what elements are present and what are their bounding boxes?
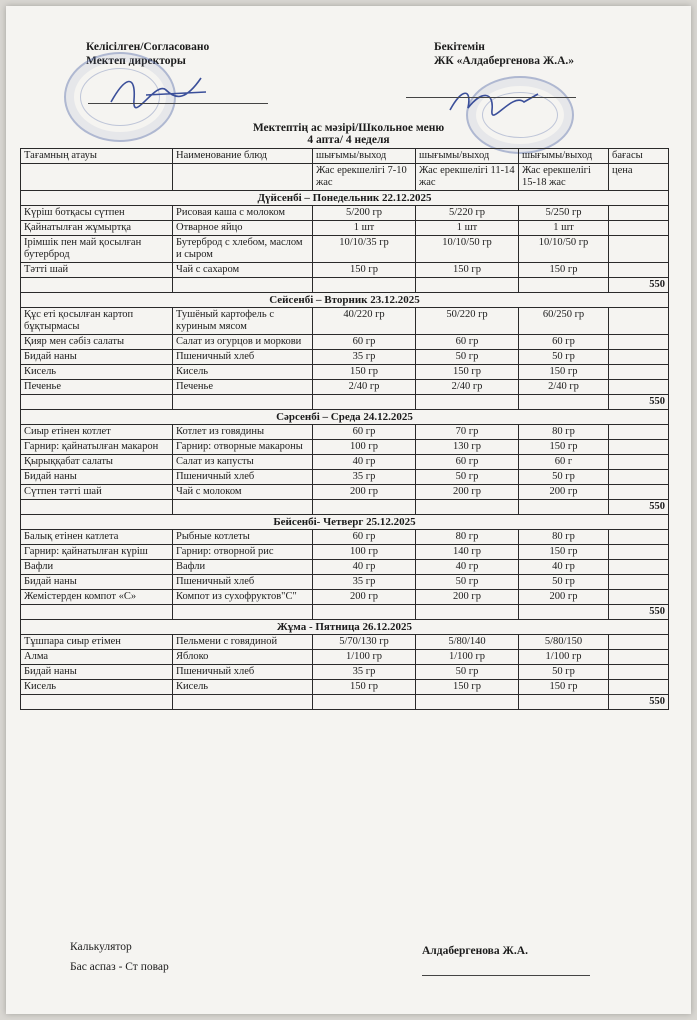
- price-cell: [609, 308, 669, 335]
- day-title: Бейсенбі- Четверг 25.12.2025: [21, 515, 669, 530]
- portion-11-14: 50 гр: [416, 575, 519, 590]
- price-cell: [609, 590, 669, 605]
- day-total-price: 550: [609, 605, 669, 620]
- table-row: [21, 350, 669, 365]
- menu-title: [6, 122, 691, 146]
- portion-15-18: 50 гр: [519, 665, 609, 680]
- dish-name-kz: Кисель: [21, 365, 173, 380]
- portion-15-18: 200 гр: [519, 590, 609, 605]
- total-empty-cell: [519, 605, 609, 620]
- table-row: [21, 335, 669, 350]
- total-empty-cell: [173, 605, 313, 620]
- dish-name-ru: Бутерброд с хлебом, маслом и сыром: [173, 236, 313, 263]
- subheader-empty-kz: [21, 164, 173, 191]
- dish-name-kz: Күріш ботқасы сүтпен: [21, 206, 173, 221]
- portion-15-18: 2/40 гр: [519, 380, 609, 395]
- col-header-price: бағасы: [609, 149, 669, 164]
- total-empty-cell: [416, 500, 519, 515]
- price-cell: [609, 560, 669, 575]
- footer-signature-line: [422, 974, 590, 976]
- dish-name-kz: Балық етінен катлета: [21, 530, 173, 545]
- total-empty-cell: [173, 500, 313, 515]
- day-header-row: [21, 410, 669, 425]
- total-empty-cell: [173, 695, 313, 710]
- day-total-price: 550: [609, 500, 669, 515]
- price-cell: [609, 530, 669, 545]
- dish-name-kz: Вафли: [21, 560, 173, 575]
- table-row: [21, 590, 669, 605]
- total-empty-cell: [313, 395, 416, 410]
- col-header-kz: Тағамның атауы: [21, 149, 173, 164]
- price-cell: [609, 425, 669, 440]
- dish-name-ru: Салат из огурцов и моркови: [173, 335, 313, 350]
- menu-title-line2: 4 апта/ 4 неделя: [307, 134, 390, 146]
- portion-11-14: 200 гр: [416, 485, 519, 500]
- portion-15-18: 50 гр: [519, 470, 609, 485]
- day-total-row: [21, 395, 669, 410]
- portion-15-18: 1 шт: [519, 221, 609, 236]
- dish-name-ru: Гарнир: отворной рис: [173, 545, 313, 560]
- dish-name-ru: Компот из сухофруктов"С": [173, 590, 313, 605]
- day-total-price: 550: [609, 395, 669, 410]
- signer-name: Алдабергенова Ж.А.: [422, 945, 528, 957]
- total-empty-cell: [173, 395, 313, 410]
- table-row: [21, 635, 669, 650]
- portion-7-10: 40 гр: [313, 560, 416, 575]
- portion-11-14: 1 шт: [416, 221, 519, 236]
- total-empty-cell: [416, 695, 519, 710]
- table-row: [21, 221, 669, 236]
- price-cell: [609, 350, 669, 365]
- dish-name-kz: Бидай наны: [21, 470, 173, 485]
- approver-signature-icon: [442, 80, 542, 120]
- dish-name-kz: Тұшпара сиыр етімен: [21, 635, 173, 650]
- calculator-label: Калькулятор: [70, 941, 132, 953]
- age-group-7-10: Жас ерекшелігі 7-10 жас: [313, 164, 416, 191]
- price-cell: [609, 365, 669, 380]
- price-cell: [609, 380, 669, 395]
- chief-cook-label: Бас аспаз - Ст повар: [70, 961, 169, 973]
- portion-15-18: 40 гр: [519, 560, 609, 575]
- portion-7-10: 35 гр: [313, 575, 416, 590]
- portion-7-10: 35 гр: [313, 470, 416, 485]
- total-empty-cell: [21, 395, 173, 410]
- dish-name-ru: Печенье: [173, 380, 313, 395]
- portion-15-18: 5/80/150: [519, 635, 609, 650]
- total-empty-cell: [21, 500, 173, 515]
- total-empty-cell: [21, 278, 173, 293]
- total-empty-cell: [519, 395, 609, 410]
- price-cell: [609, 665, 669, 680]
- portion-11-14: 150 гр: [416, 263, 519, 278]
- menu-title-line1: Мектептің ас мәзірі/Школьное меню: [252, 122, 445, 134]
- dish-name-ru: Пшеничный хлеб: [173, 665, 313, 680]
- portion-7-10: 150 гр: [313, 263, 416, 278]
- portion-11-14: 50 гр: [416, 350, 519, 365]
- table-row: [21, 455, 669, 470]
- price-cell: [609, 236, 669, 263]
- dish-name-kz: Тәтті шай: [21, 263, 173, 278]
- portion-7-10: 5/200 гр: [313, 206, 416, 221]
- total-empty-cell: [519, 500, 609, 515]
- dish-name-kz: Гарнир: қайнатылған күріш: [21, 545, 173, 560]
- menu-body: [21, 191, 669, 710]
- dish-name-ru: Пшеничный хлеб: [173, 470, 313, 485]
- table-row: [21, 380, 669, 395]
- subheader-empty-ru: [173, 164, 313, 191]
- price-cell: [609, 650, 669, 665]
- portion-11-14: 10/10/50 гр: [416, 236, 519, 263]
- table-row: [21, 365, 669, 380]
- dish-name-kz: Сүтпен тәтті шай: [21, 485, 173, 500]
- portion-7-10: 10/10/35 гр: [313, 236, 416, 263]
- day-header-row: [21, 515, 669, 530]
- day-title: Дүйсенбі – Понедельник 22.12.2025: [21, 191, 669, 206]
- portion-15-18: 60/250 гр: [519, 308, 609, 335]
- portion-15-18: 80 гр: [519, 425, 609, 440]
- total-empty-cell: [416, 395, 519, 410]
- table-row: [21, 440, 669, 455]
- portion-15-18: 150 гр: [519, 545, 609, 560]
- portion-7-10: 150 гр: [313, 680, 416, 695]
- price-cell: [609, 221, 669, 236]
- table-row: [21, 575, 669, 590]
- dish-name-ru: Кисель: [173, 680, 313, 695]
- dish-name-kz: Ірімшік пен май қосылған бутерброд: [21, 236, 173, 263]
- table-row: [21, 560, 669, 575]
- day-total-row: [21, 695, 669, 710]
- dish-name-kz: Гарнир: қайнатылған макарон: [21, 440, 173, 455]
- total-empty-cell: [173, 278, 313, 293]
- dish-name-ru: Отварное яйцо: [173, 221, 313, 236]
- price-cell: [609, 335, 669, 350]
- price-cell: [609, 575, 669, 590]
- portion-7-10: 100 гр: [313, 440, 416, 455]
- dish-name-kz: Сиыр етінен котлет: [21, 425, 173, 440]
- approver-signature-line: [406, 96, 576, 98]
- table-row: [21, 425, 669, 440]
- menu-document: [6, 6, 691, 1014]
- footer-signer: [422, 944, 528, 958]
- portion-11-14: 80 гр: [416, 530, 519, 545]
- price-cell: [609, 206, 669, 221]
- dish-name-kz: Қайнатылған жұмыртқа: [21, 221, 173, 236]
- portion-15-18: 50 гр: [519, 350, 609, 365]
- portion-11-14: 1/100 гр: [416, 650, 519, 665]
- portion-15-18: 60 г: [519, 455, 609, 470]
- dish-name-ru: Пшеничный хлеб: [173, 575, 313, 590]
- day-title: Сейсенбі – Вторник 23.12.2025: [21, 293, 669, 308]
- portion-7-10: 1 шт: [313, 221, 416, 236]
- table-row: [21, 308, 669, 335]
- table-subheader-row: [21, 164, 669, 191]
- portion-11-14: 40 гр: [416, 560, 519, 575]
- footer-left: [70, 940, 169, 974]
- portion-7-10: 60 гр: [313, 530, 416, 545]
- table-row: [21, 206, 669, 221]
- dish-name-ru: Чай с сахаром: [173, 263, 313, 278]
- portion-15-18: 1/100 гр: [519, 650, 609, 665]
- day-total-row: [21, 278, 669, 293]
- portion-15-18: 80 гр: [519, 530, 609, 545]
- portion-11-14: 5/220 гр: [416, 206, 519, 221]
- portion-11-14: 50 гр: [416, 470, 519, 485]
- table-row: [21, 263, 669, 278]
- dish-name-ru: Пшеничный хлеб: [173, 350, 313, 365]
- day-header-row: [21, 620, 669, 635]
- price-cell: [609, 485, 669, 500]
- menu-table: [20, 148, 669, 710]
- portion-15-18: 5/250 гр: [519, 206, 609, 221]
- table-row: [21, 470, 669, 485]
- portion-7-10: 35 гр: [313, 350, 416, 365]
- table-row: [21, 485, 669, 500]
- age-group-15-18: Жас ерекшелігі 15-18 жас: [519, 164, 609, 191]
- portion-7-10: 35 гр: [313, 665, 416, 680]
- approval-block-right: [434, 40, 574, 68]
- portion-7-10: 40/220 гр: [313, 308, 416, 335]
- table-row: [21, 650, 669, 665]
- dish-name-kz: Бидай наны: [21, 575, 173, 590]
- portion-15-18: 60 гр: [519, 335, 609, 350]
- day-header-row: [21, 293, 669, 308]
- table-row: [21, 545, 669, 560]
- portion-11-14: 50/220 гр: [416, 308, 519, 335]
- portion-7-10: 5/70/130 гр: [313, 635, 416, 650]
- day-total-price: 550: [609, 695, 669, 710]
- col-header-out3: шығымы/выход: [519, 149, 609, 164]
- price-cell: [609, 470, 669, 485]
- portion-15-18: 150 гр: [519, 440, 609, 455]
- table-row: [21, 530, 669, 545]
- price-cell: [609, 440, 669, 455]
- dish-name-kz: Жемістерден компот «С»: [21, 590, 173, 605]
- dish-name-ru: Чай с молоком: [173, 485, 313, 500]
- portion-11-14: 60 гр: [416, 455, 519, 470]
- portion-11-14: 200 гр: [416, 590, 519, 605]
- price-cell: [609, 455, 669, 470]
- dish-name-kz: Қырыққабат салаты: [21, 455, 173, 470]
- col-header-ru: Наименование блюд: [173, 149, 313, 164]
- portion-11-14: 150 гр: [416, 680, 519, 695]
- dish-name-ru: Пельмени с говядиной: [173, 635, 313, 650]
- dish-name-ru: Вафли: [173, 560, 313, 575]
- portion-7-10: 40 гр: [313, 455, 416, 470]
- portion-15-18: 150 гр: [519, 263, 609, 278]
- table-row: [21, 680, 669, 695]
- portion-11-14: 140 гр: [416, 545, 519, 560]
- portion-7-10: 150 гр: [313, 365, 416, 380]
- day-total-row: [21, 500, 669, 515]
- portion-15-18: 150 гр: [519, 365, 609, 380]
- director-signature-icon: [106, 70, 216, 110]
- price-cell: [609, 635, 669, 650]
- day-total-price: 550: [609, 278, 669, 293]
- portion-7-10: 60 гр: [313, 425, 416, 440]
- portion-11-14: 2/40 гр: [416, 380, 519, 395]
- portion-11-14: 70 гр: [416, 425, 519, 440]
- dish-name-kz: Алма: [21, 650, 173, 665]
- portion-7-10: 200 гр: [313, 485, 416, 500]
- portion-7-10: 100 гр: [313, 545, 416, 560]
- total-empty-cell: [519, 278, 609, 293]
- price-cell: [609, 680, 669, 695]
- dish-name-kz: Печенье: [21, 380, 173, 395]
- dish-name-kz: Кисель: [21, 680, 173, 695]
- day-title: Жұма - Пятница 26.12.2025: [21, 620, 669, 635]
- day-header-row: [21, 191, 669, 206]
- portion-11-14: 130 гр: [416, 440, 519, 455]
- total-empty-cell: [313, 695, 416, 710]
- portion-15-18: 50 гр: [519, 575, 609, 590]
- day-total-row: [21, 605, 669, 620]
- portion-7-10: 2/40 гр: [313, 380, 416, 395]
- total-empty-cell: [519, 695, 609, 710]
- portion-7-10: 60 гр: [313, 335, 416, 350]
- dish-name-ru: Котлет из говядины: [173, 425, 313, 440]
- portion-15-18: 200 гр: [519, 485, 609, 500]
- dish-name-ru: Салат из капусты: [173, 455, 313, 470]
- age-group-11-14: Жас ерекшелігі 11-14 жас: [416, 164, 519, 191]
- day-title: Сәрсенбі – Среда 24.12.2025: [21, 410, 669, 425]
- total-empty-cell: [313, 605, 416, 620]
- dish-name-ru: Рыбные котлеты: [173, 530, 313, 545]
- approval-left-line2: Мектеп директоры: [86, 55, 186, 67]
- dish-name-ru: Яблоко: [173, 650, 313, 665]
- total-empty-cell: [21, 605, 173, 620]
- total-empty-cell: [416, 605, 519, 620]
- table-row: [21, 236, 669, 263]
- dish-name-kz: Қияр мен сәбіз салаты: [21, 335, 173, 350]
- portion-11-14: 50 гр: [416, 665, 519, 680]
- director-signature-line: [88, 102, 268, 104]
- total-empty-cell: [313, 500, 416, 515]
- portion-7-10: 200 гр: [313, 590, 416, 605]
- col-header-out1: шығымы/выход: [313, 149, 416, 164]
- portion-11-14: 150 гр: [416, 365, 519, 380]
- dish-name-ru: Рисовая каша с молоком: [173, 206, 313, 221]
- table-header-row: [21, 149, 669, 164]
- col-header-out2: шығымы/выход: [416, 149, 519, 164]
- dish-name-ru: Кисель: [173, 365, 313, 380]
- total-empty-cell: [21, 695, 173, 710]
- total-empty-cell: [313, 278, 416, 293]
- approval-left-line1: Келісілген/Согласовано: [86, 41, 210, 53]
- portion-11-14: 60 гр: [416, 335, 519, 350]
- total-empty-cell: [416, 278, 519, 293]
- portion-11-14: 5/80/140: [416, 635, 519, 650]
- price-cell: [609, 545, 669, 560]
- portion-7-10: 1/100 гр: [313, 650, 416, 665]
- portion-15-18: 10/10/50 гр: [519, 236, 609, 263]
- price-cell: [609, 263, 669, 278]
- dish-name-ru: Гарнир: отворные макароны: [173, 440, 313, 455]
- dish-name-kz: Бидай наны: [21, 350, 173, 365]
- table-row: [21, 665, 669, 680]
- dish-name-kz: Құс еті қосылған картоп бұқтырмасы: [21, 308, 173, 335]
- dish-name-kz: Бидай наны: [21, 665, 173, 680]
- portion-15-18: 150 гр: [519, 680, 609, 695]
- approval-right-line2: ЖК «Алдабергенова Ж.А.»: [434, 55, 575, 67]
- price-ru-label: цена: [609, 164, 669, 191]
- approval-right-line1: Бекітемін: [434, 41, 485, 53]
- dish-name-ru: Тушёный картофель с куриным мясом: [173, 308, 313, 335]
